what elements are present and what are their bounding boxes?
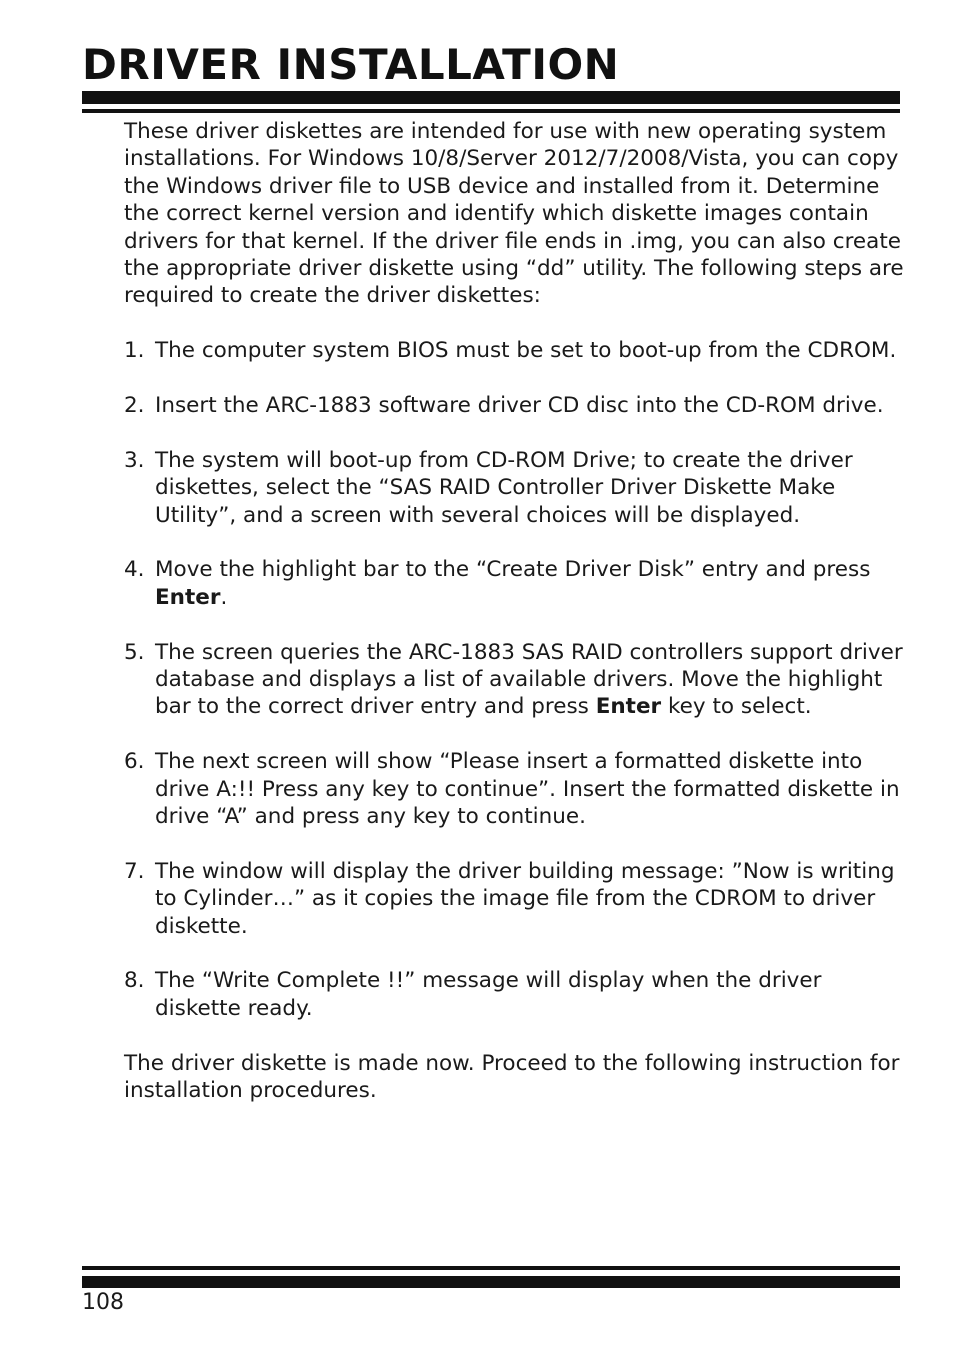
step-text: The computer system BIOS must be set to boot-up from the CDROM.: [155, 338, 897, 364]
step-7: [124, 858, 914, 940]
step-text: Move the highlight bar to the “Create Driver Disk” entry and press Enter.: [155, 557, 871, 610]
step-text: The next screen will show “Please insert a formatted diskette into drive A:!! Press any key to continue”. Insert the formatted diskette in drive “A” and press any key to continue.: [155, 749, 900, 830]
step-number: 2.: [124, 393, 145, 419]
step-number: 5.: [124, 639, 145, 665]
step-number: 1.: [124, 338, 145, 364]
footer-rule-thick: [82, 1276, 900, 1288]
header-rule-thick: [82, 91, 900, 104]
closing-paragraph: The driver diskette is made now. Proceed to the following instruction for installation procedures.: [124, 1050, 900, 1104]
step-number: 7.: [124, 858, 145, 884]
step-5: [124, 639, 914, 721]
step-4: [124, 556, 914, 611]
step-3: [124, 447, 914, 529]
page-title: DRIVER INSTALLATION: [82, 40, 620, 89]
intro-paragraph: These driver diskettes are intended for use with new operating system installations. For Windows 10/8/Server 2012/7/2008/Vista, you can copy the Windows driver file to USB device and installed from it. Determine the correct kernel version and identify which diskette images contain drivers for that kernel. If the driver file ends in .img, you can also create the appropriate driver diskette using “dd” utility. The following steps are required to create the driver diskettes:: [124, 119, 904, 309]
step-number: 3.: [124, 447, 145, 473]
enter-key-label: Enter: [595, 694, 662, 720]
main-content: [124, 118, 914, 1104]
step-number: 6.: [124, 749, 145, 775]
step-number: 8.: [124, 968, 145, 994]
step-8: [124, 967, 914, 1022]
step-6: [124, 748, 914, 830]
step-text: The screen queries the ARC-1883 SAS RAID controllers support driver database and displays a list of available drivers. Move the highlight bar to the correct driver entry and press Enter key to select.: [155, 639, 903, 720]
page-number: 108: [82, 1290, 124, 1315]
footer-rule-thin: [82, 1266, 900, 1270]
step-1: [124, 337, 914, 364]
step-text: Insert the ARC-1883 software driver CD disc into the CD-ROM drive.: [155, 393, 884, 419]
step-text: The system will boot-up from CD-ROM Drive; to create the driver diskettes, select the “SAS RAID Controller Driver Diskette Make Utility”, and a screen with several choices will be displayed.: [155, 447, 853, 528]
step-2: [124, 392, 914, 419]
step-text: The window will display the driver building message: ”Now is writing to Cylinder…” as it copies the image file from the CDROM to driver diskette.: [155, 858, 895, 939]
header-rule-thin: [82, 109, 900, 113]
step-number: 4.: [124, 557, 145, 583]
enter-key-label: Enter: [155, 584, 221, 610]
step-text: The “Write Complete !!” message will display when the driver diskette ready.: [155, 968, 822, 1021]
